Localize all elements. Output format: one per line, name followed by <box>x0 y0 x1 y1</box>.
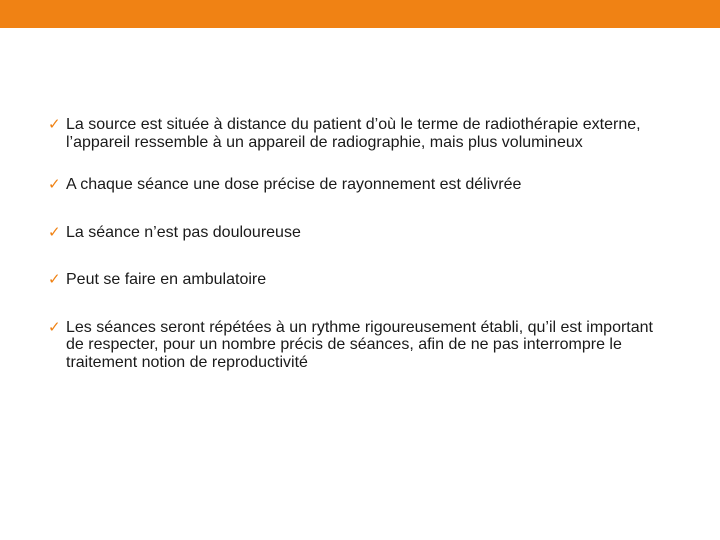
bullet-text: Les séances seront répétées à un rythme rigoureusement établi, qu’il est important de respecter, pour un nombre précis de séances, afin de ne pas interrompre le traitement notion de reproductivité <box>66 318 653 371</box>
check-icon: ✓ <box>48 270 61 288</box>
bullet-text: A chaque séance une dose précise de rayonnement est délivrée <box>66 176 522 193</box>
list-item <box>48 224 668 242</box>
list-item <box>48 271 668 289</box>
header-bar <box>0 0 720 28</box>
check-icon: ✓ <box>48 175 61 193</box>
bullet-text: Peut se faire en ambulatoire <box>66 271 267 288</box>
bullet-text: La séance n’est pas douloureuse <box>66 223 301 241</box>
check-icon: ✓ <box>48 317 61 336</box>
check-icon: ✓ <box>48 115 61 133</box>
bullet-text: La source est située à distance du patient d’où le terme de radiothérapie externe, l’appareil ressemble à un appareil de radiographie, mais plus volumineux <box>66 116 641 151</box>
list-item <box>48 116 668 151</box>
check-icon: ✓ <box>48 222 61 241</box>
list-item <box>48 319 668 372</box>
bullet-list <box>48 116 668 371</box>
list-item <box>48 176 668 194</box>
